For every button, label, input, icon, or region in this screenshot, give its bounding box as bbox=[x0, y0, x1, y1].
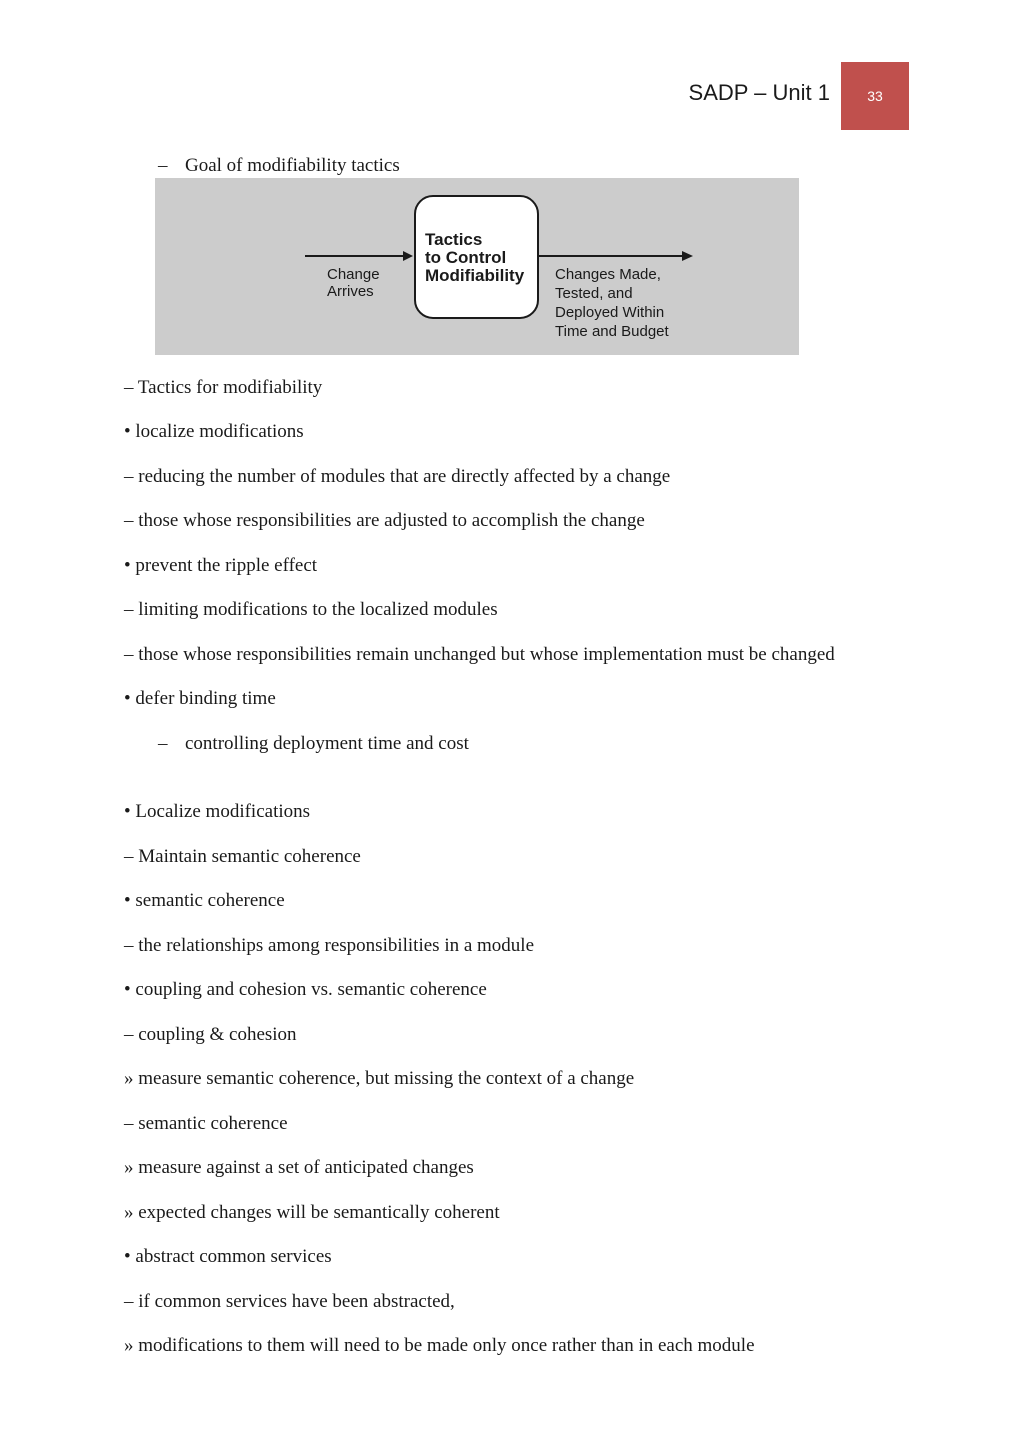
text-line: – if common services have been abstracted, bbox=[124, 1291, 455, 1312]
text-line: • abstract common services bbox=[124, 1246, 332, 1267]
indented-item-text: controlling deployment time and cost bbox=[185, 733, 469, 754]
output-label-3: Deployed Within bbox=[555, 304, 665, 321]
text-line: • coupling and cohesion vs. semantic coherence bbox=[124, 979, 487, 1000]
page-number-badge bbox=[841, 62, 909, 130]
output-label-2: Tested, and bbox=[555, 285, 633, 302]
box-label-1: Tactics bbox=[425, 230, 483, 249]
text-line: – the relationships among responsibilities in a module bbox=[124, 935, 535, 956]
text-line: – those whose responsibilities are adjusted to accomplish the change bbox=[124, 510, 645, 531]
text-line: – coupling & cohesion bbox=[124, 1024, 297, 1045]
page-number: 33 bbox=[867, 88, 883, 104]
text-line: • prevent the ripple effect bbox=[124, 555, 318, 576]
header-title: SADP – Unit 1 bbox=[688, 80, 830, 105]
figure-caption: – Goal of modifiability tactics bbox=[158, 155, 400, 176]
output-arrowhead bbox=[682, 251, 693, 261]
figure-caption-text: Goal of modifiability tactics bbox=[185, 155, 400, 176]
text-line: – reducing the number of modules that are directly affected by a change bbox=[124, 466, 671, 487]
box-label-2: to Control bbox=[425, 248, 507, 267]
text-line: – Maintain semantic coherence bbox=[124, 846, 361, 867]
text-line: • Localize modifications bbox=[124, 801, 311, 822]
input-arrowhead bbox=[403, 251, 413, 261]
modifiability-diagram bbox=[155, 178, 799, 355]
input-label-1: Change bbox=[327, 266, 380, 283]
text-line: » expected changes will be semantically coherent bbox=[124, 1202, 500, 1223]
indented-item: – controlling deployment time and cost bbox=[158, 733, 469, 754]
text-line: • semantic coherence bbox=[124, 890, 285, 911]
input-label-2: Arrives bbox=[327, 283, 374, 300]
text-line: – Tactics for modifiability bbox=[124, 377, 323, 398]
modifiability-figure bbox=[155, 178, 799, 355]
text-line: » measure semantic coherence, but missing the context of a change bbox=[124, 1068, 635, 1089]
text-line: • defer binding time bbox=[124, 688, 276, 709]
output-label-4: Time and Budget bbox=[555, 323, 669, 340]
text-line: » measure against a set of anticipated changes bbox=[124, 1157, 474, 1178]
text-line: – those whose responsibilities remain unchanged but whose implementation must be changed bbox=[124, 644, 835, 665]
output-label-1: Changes Made, bbox=[555, 266, 661, 283]
text-line: – semantic coherence bbox=[124, 1113, 288, 1134]
text-line: • localize modifications bbox=[124, 421, 304, 442]
text-line: – limiting modifications to the localized modules bbox=[124, 599, 498, 620]
box-label-3: Modifiability bbox=[425, 266, 525, 285]
text-line: » modifications to them will need to be made only once rather than in each module bbox=[124, 1335, 755, 1356]
